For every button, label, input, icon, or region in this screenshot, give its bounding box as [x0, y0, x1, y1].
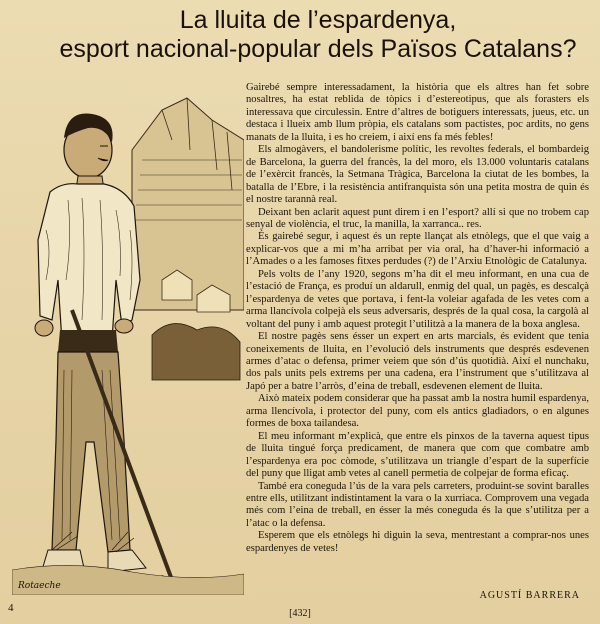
paragraph-10: Esperem que els etnòlegs hi diguin la seva, mentrestant a comprar-nos unes espardenyes de vetes! — [246, 530, 589, 554]
svg-text:Rotaeche: Rotaeche — [18, 581, 61, 591]
paragraph-7: Això mateix podem considerar que ha passat amb la nostra humil espardenya, arma llencívola, i protector del puny, com els antics gladiadors, o en algunes formes de boxa tailandesa. — [246, 393, 589, 430]
paragraph-5: Pels volts de l’any 1920, segons m’ha dit el meu informant, en una cua de l’estació de França, es produí un aldarull, enmig del qual, un pagès, es descalçà l’espardenya de vetes que portava, i fent-la voleiar agafada de les vetes com a arma llancívola colpejà els seus adversaris, després de la qual cosa, la cargolà al voltant del puny i amb aquest protegit l’utilitzà a la manera de la boxa anglesa. — [246, 268, 589, 330]
paragraph-4: És gairebé segur, i aquest és un repte llançat als etnòlegs, que el que vaig a explicar-vos que a mi m’ha arribat per via oral, ha d’haver-hi informació a l’Amades o a les famoses fitxes perdudes (?) de l’Arxiu Etnològic de Catalunya. — [246, 231, 589, 268]
article-title — [40, 6, 596, 64]
paragraph-8: El meu informant m’explicà, que entre els pinxos de la taverna aquest tipus de lluita tingué força predicament, de manera que com que combatre amb l’espardenya era poc còmode, s’utilitzava un triangle d’espart de la superfície del puny que lligat amb vetes al canell permetia de colpejar de forma eficaç. — [246, 430, 589, 480]
title-line-2: esport nacional-popular dels Països Catalans? — [59, 35, 577, 63]
title-line-1: La lluita de l’espardenya, — [179, 6, 457, 34]
article-body — [246, 82, 589, 555]
paragraph-1: Gairebé sempre interessadament, la història que els altres han fet sobre nosaltres, ha estat reblida de tòpics i d’estereotipus, que als forasters els interessava que circulessin. Entre d’altres de botiguers interessats, jueus, etc. un destaca i llueix amb llum pròpia, els catalans som pactistes, poc ardits, no gens manats de la lluita, i es ho creiem, i així ens fa més febles! — [246, 82, 589, 143]
author-name: AGUSTÍ BARRERA — [479, 590, 580, 601]
paragraph-6: El nostre pagès sens ésser un expert en arts marcials, és evident que tenia coneixements de lluita, en l’evolució dels instruments que després esdevenen armes d’atac o defensa, primer veiem que són d’ús quotidià. Així el nunchaku, dos pals units pels extrems per una cadena, era l’instrument que s’utilitzava al Japó per a batre l’arròs, d’eina de treball, esdevenen element de lluita. — [246, 331, 589, 392]
paragraph-3: Deixant ben aclarit aquest punt direm i en l’esport? allí si que no trobem cap senyal de violència, el truc, la manilla, la xarranca.. res. — [246, 206, 589, 230]
page-reference: [432] — [289, 608, 311, 619]
page-number: 4 — [8, 602, 14, 614]
peasant-illustration — [12, 80, 244, 595]
paragraph-2: Els almogàvers, el bandolerisme polític, les revoltes federals, el bombardeig de Barcelona, la guerra del francès, la del moro, els 13.000 voluntaris catalans de l’exèrcit francès, la Setmana Tràgica, Barcelona la ciutat de les bombes, la batalla de l’Ebre, i la resistència antifranquista són una petita mostra de quin és el nostre tarannà real. — [246, 144, 589, 206]
paragraph-9: També era coneguda l’ús de la vara pels carreters, produint-se sovint baralles entre ells, utilitzant indistintament la vara o la xurriaca. Comprovem una vegada més com l’eina de treball, en ésser la més coneguda és la que s’utilitza per a l’atac o la defensa. — [246, 480, 589, 529]
